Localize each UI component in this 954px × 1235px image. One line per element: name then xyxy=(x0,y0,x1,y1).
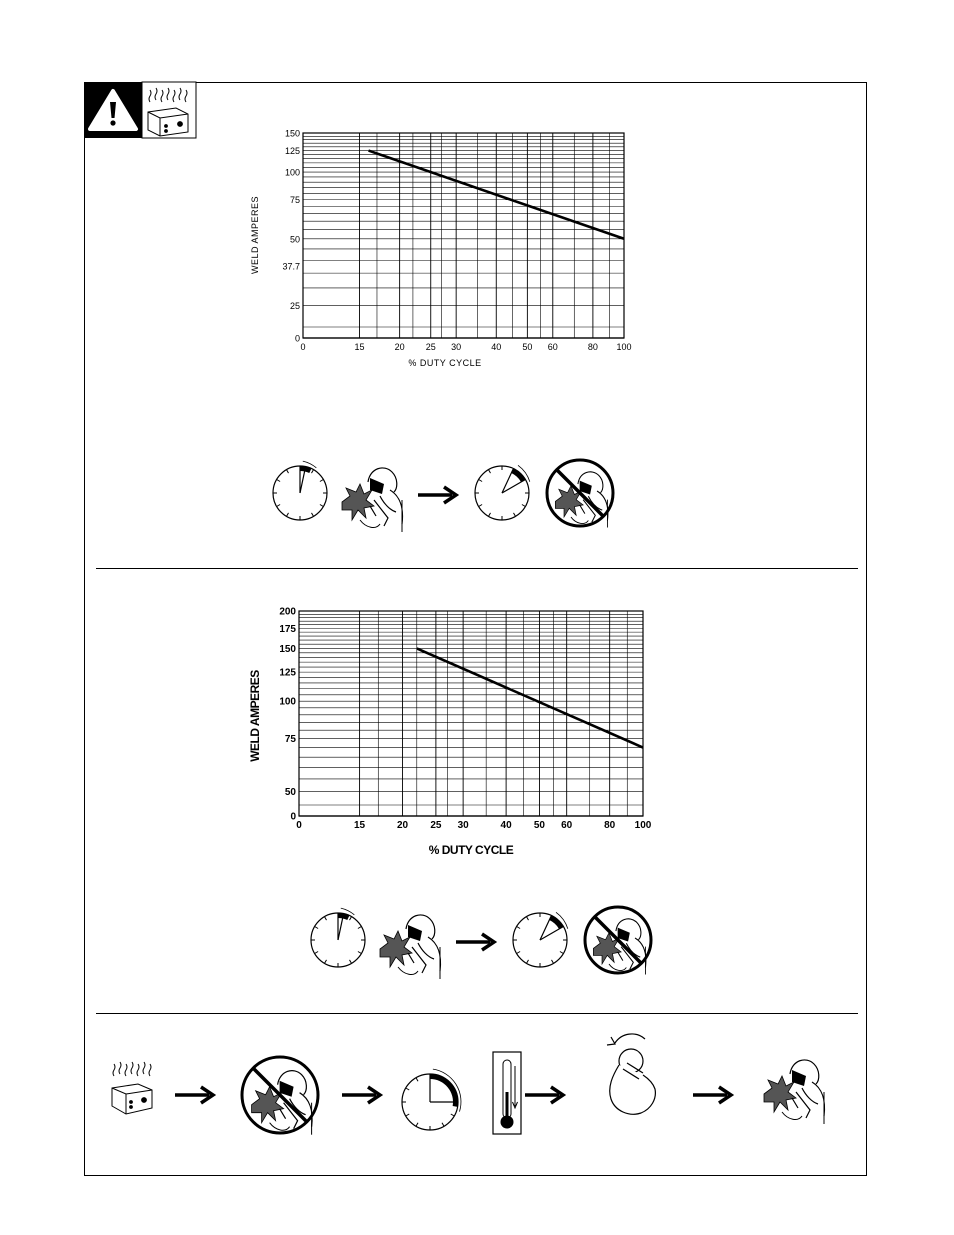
welder-icon xyxy=(380,915,441,979)
x-tick-label: 20 xyxy=(394,342,405,352)
chart-frame xyxy=(303,133,624,338)
right-arrow-icon xyxy=(456,934,494,950)
y-tick-label: 75 xyxy=(284,734,296,746)
y-tick-label: 0 xyxy=(290,811,296,823)
welder-icon xyxy=(342,468,403,532)
right-arrow-icon xyxy=(418,487,456,503)
right-arrow-icon xyxy=(175,1087,213,1103)
duty-cycle-pictogram-1 xyxy=(270,455,620,535)
y-tick-label: 150 xyxy=(284,128,300,139)
y-tick-label: 125 xyxy=(284,146,300,157)
y-axis-label: WELD AMPERES xyxy=(248,670,262,762)
x-tick-label: 25 xyxy=(430,820,442,831)
warning-header xyxy=(84,82,196,138)
no-welding-icon xyxy=(585,907,651,974)
duty-cycle-chart-2 xyxy=(240,598,660,868)
y-tick-label: 150 xyxy=(279,643,296,655)
y-axis-label: WELD AMPERES xyxy=(250,195,260,275)
hot-machine-icon xyxy=(112,1062,152,1114)
clock-icon xyxy=(402,1069,461,1130)
y-tick-label: 75 xyxy=(289,195,300,206)
knob-turn-icon xyxy=(607,1034,655,1114)
y-tick-label: 37.7 xyxy=(282,261,300,272)
x-tick-label: 0 xyxy=(300,342,306,352)
x-tick-label: 15 xyxy=(354,820,366,831)
y-tick-label: 100 xyxy=(284,167,300,178)
no-welding-icon xyxy=(242,1057,318,1135)
x-axis-label: % DUTY CYCLE xyxy=(428,843,514,857)
x-tick-label: 40 xyxy=(491,342,502,352)
right-arrow-icon xyxy=(342,1087,380,1103)
duty-cycle-chart-1 xyxy=(240,120,660,380)
x-tick-label: 30 xyxy=(457,820,469,831)
x-tick-label: 0 xyxy=(296,820,302,831)
overheat-sequence xyxy=(100,1030,840,1140)
right-arrow-icon xyxy=(525,1087,563,1103)
warning-header-graphic xyxy=(84,82,196,138)
series-line xyxy=(417,648,643,747)
thermometer-icon xyxy=(493,1052,521,1134)
y-tick-label: 25 xyxy=(289,301,300,312)
x-tick-label: 80 xyxy=(604,820,616,831)
x-tick-label: 60 xyxy=(547,342,558,352)
x-axis-label: % DUTY CYCLE xyxy=(408,358,482,368)
y-tick-label: 50 xyxy=(289,234,300,245)
clock-icon xyxy=(513,912,568,967)
section-divider xyxy=(96,568,858,569)
y-tick-label: 200 xyxy=(279,606,296,618)
x-tick-label: 20 xyxy=(396,820,409,831)
y-tick-label: 50 xyxy=(284,786,296,798)
duty-cycle-pictogram-2 xyxy=(308,902,658,982)
chart-grid xyxy=(299,611,643,816)
x-tick-label: 60 xyxy=(561,820,573,831)
welder-icon xyxy=(764,1060,825,1124)
chart-grid xyxy=(303,133,624,338)
no-welding-icon xyxy=(547,460,613,527)
x-tick-label: 50 xyxy=(522,342,533,352)
x-tick-label: 80 xyxy=(587,342,598,352)
section-divider xyxy=(96,1013,858,1014)
right-arrow-icon xyxy=(693,1087,731,1103)
x-tick-label: 15 xyxy=(354,342,365,352)
x-tick-label: 40 xyxy=(500,820,512,831)
chart-frame xyxy=(299,611,643,816)
x-tick-label: 50 xyxy=(533,820,546,831)
x-tick-label: 25 xyxy=(425,342,436,352)
y-tick-label: 100 xyxy=(279,696,296,708)
y-tick-label: 0 xyxy=(294,333,300,344)
x-tick-label: 100 xyxy=(634,820,652,831)
clock-icon xyxy=(273,461,327,520)
clock-icon xyxy=(311,908,365,967)
y-tick-label: 175 xyxy=(279,623,296,635)
y-tick-label: 125 xyxy=(279,667,296,679)
x-tick-label: 30 xyxy=(451,342,462,352)
clock-icon xyxy=(475,465,530,520)
x-tick-label: 100 xyxy=(616,342,632,352)
